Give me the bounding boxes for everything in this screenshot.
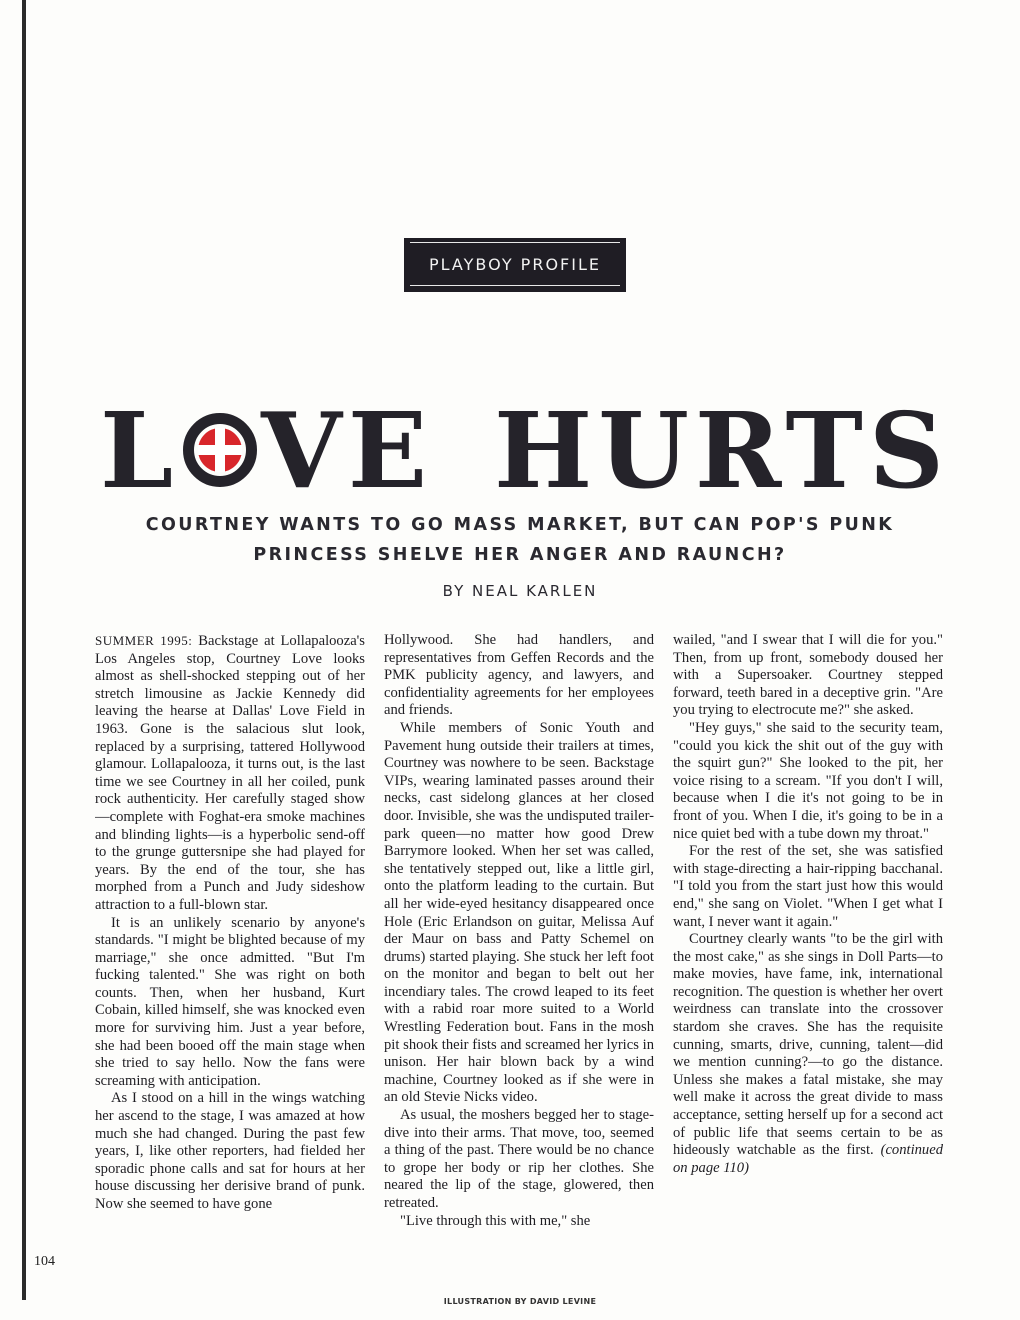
paragraph: Hollywood. She had handlers, and representatives from Geffen Records and the PMK publicity agency, and lawyers, and confidentiality agreements for her employees and friends.	[384, 632, 654, 719]
red-cross-icon	[183, 413, 257, 487]
section-badge	[404, 238, 626, 292]
paragraph: As usual, the moshers begged her to stage-dive into their arms. That move, too, seemed a thing of the past. There would be no chance to grope her body or rip her clothes. She neared the lip of the stage, glowered, then retreated.	[384, 1107, 654, 1211]
title-word-hurts: HURTS	[493, 388, 950, 512]
paragraph-text: Courtney clearly wants "to be the girl with the most cake," as she sings in Doll Parts—to make movies, have fame, ink, international recognition. The question is whether her overt weirdness can translate into the crossover stardom she craves. She has the requisite cunning, smarts, drive, cunning, talent—did we mention cunning?—to go the distance. Unless she makes a fatal mistake, she may well make it across the great divide to mass acceptance, setting herself up for a second act of public life that seems certain to be as hideously watchable as the first.	[673, 931, 943, 1159]
text-column-2	[384, 632, 654, 1280]
dateline: SUMMER 1995:	[95, 633, 193, 648]
paragraph: "Hey guys," she said to the security team, "could you kick the shit out of the guy with the squirt gun?" She looked to the pit, her voice rising to a scream. "If you don't I will, because when I die it's not going to be in front of you. When I die, it's going to be in a nice quiet bed with a tube down my throat."	[673, 719, 943, 842]
text-column-3	[673, 632, 943, 1280]
paragraph	[95, 632, 365, 915]
paragraph: As I stood on a hill in the wings watching her ascend to the stage, I was amazed at how much she had changed. During the past few years, I, like other reporters, had fielded her sporadic phone calls and sat for hours at her house discussing her derisive brand of punk. Now she seemed to have gone	[95, 1090, 365, 1212]
title-letters-ve: VE	[261, 388, 434, 512]
illustration-credit: ILLUSTRATION BY DAVID LEVINE	[443, 1297, 597, 1306]
paragraph: For the rest of the set, she was satisfied with stage-directing a hair-ripping bacchanal. "I told you from the start just how this would end," she sang on Violet. "When I get what I want, I never want it again."	[673, 843, 943, 930]
page-number: 104	[34, 1254, 55, 1269]
paragraph-text: Backstage at Lollapalooza's Los Angeles stop, Courtney Love looks almost as shell-shocked stepping out of her stretch limousine as Jackie Kennedy did leaving the hearse at Dallas' Love Field in 1963. Gone is the salacious slut look, replaced by a surprising, tattered Hollywood glamour. Lollapalooza, it turns out, is the last time we see Courtney in all her coiled, punk rock authenticity. Her carefully staged show—complete with Foghat-era smoke machines and blinding lights—is a hyperbolic send-off to the grunge guttersnipe she had played for years. By the end of the tour, she has morphed from a Punch and Judy sideshow attraction to a full-blown star.	[95, 633, 365, 913]
byline: BY NEAL KARLEN	[442, 582, 598, 600]
title-word-love	[100, 389, 433, 512]
section-badge-label: PLAYBOY PROFILE	[429, 254, 601, 274]
title-letter-l: L	[100, 388, 180, 512]
deck-line-1: COURTNEY WANTS TO GO MASS MARKET, BUT CAN POP'S PUNK	[145, 515, 895, 535]
paragraph	[673, 931, 943, 1177]
article-title	[100, 388, 950, 512]
continued-jump: (continued on page 110)	[673, 1142, 943, 1176]
deck-line-2: PRINCESS SHELVE HER ANGER AND RAUNCH?	[253, 545, 787, 565]
article-deck	[100, 510, 940, 570]
paragraph: wailed, "and I swear that I will die for you." Then, from up front, somebody doused her with a Supersoaker. Courtney stepped forward, teeth bared in a deceptive grin. "Are you trying to electrocute me?" she asked.	[673, 632, 943, 719]
page-spine-rule	[22, 0, 26, 1300]
text-column-1	[95, 632, 365, 1280]
paragraph: While members of Sonic Youth and Pavement hung outside their trailers at times, Courtney was nowhere to be seen. Backstage VIPs, wearing laminated passes around their necks, cast sidelong glances at her closed door. Invisible, she was the undisputed trailer-park queen—no matter how good Drew Barrymore looked. When her set was called, she tentatively stepped out, like a little girl, onto the platform leading to the curtain. But all her wide-eyed hesitancy disappeared once Hole (Eric Erlandson on guitar, Melissa Auf der Maur on bass and Patty Schemel on drums) started playing. She stuck her left foot on the monitor and began to belt out her incendiary tales. The crowd leaped to its feet with a rabid roar more suited to a World Wrestling Federation bout. Fans in the mosh pit shook their fists and screamed her lyrics in unison. Her hair blown back by a wind machine, Courtney looked as if she were in an old Stevie Nicks video.	[384, 719, 654, 1106]
paragraph: It is an unlikely scenario by anyone's standards. "I might be blighted because of my marriage," she once admitted. "But I'm fucking talented." She was right on both counts. Then, when her husband, Kurt Cobain, killed himself, she was knocked even more for surviving him. Just a year before, she had been booed off the main stage when she tried to say hello. Now the fans were screaming with anticipation.	[95, 914, 365, 1089]
paragraph: "Live through this with me," she	[400, 1212, 591, 1229]
